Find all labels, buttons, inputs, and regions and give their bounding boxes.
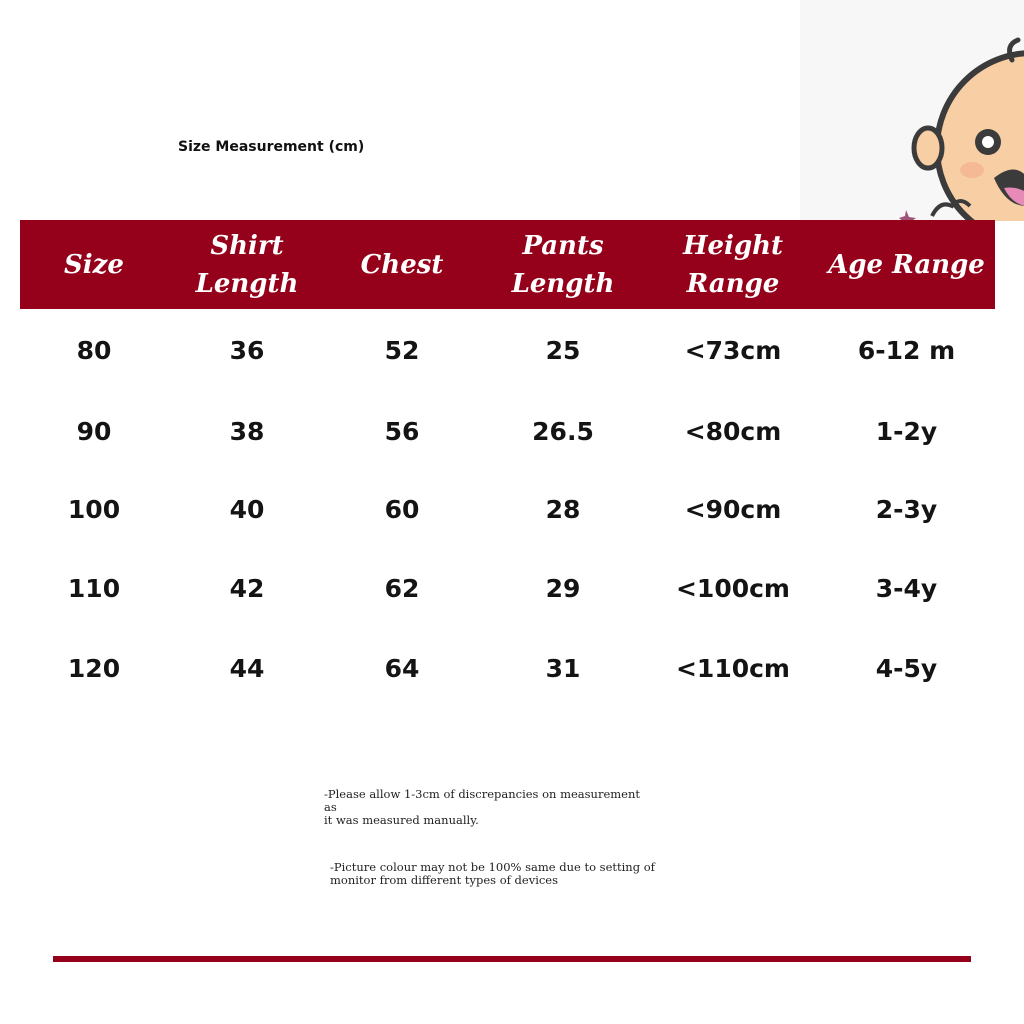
table-row	[20, 563, 995, 613]
cell-shirt-length: 36	[229, 335, 265, 365]
note-line: it was measured manually.	[324, 813, 479, 827]
cell-size: 120	[67, 653, 121, 683]
note-line: -Please allow 1-3cm of discrepancies on measurement as	[324, 787, 641, 814]
table-row	[20, 643, 995, 693]
header-chest: Chest	[360, 249, 444, 280]
page-title: Size Measurement (cm)	[178, 139, 365, 155]
cell-pants-length: 31	[545, 653, 581, 683]
cell-chest: 52	[384, 335, 420, 365]
header-size: Size	[64, 249, 124, 280]
cell-height-range: <90cm	[684, 494, 782, 524]
cell-shirt-length: 38	[229, 416, 265, 446]
header-shirt-length: Shirt Length	[195, 230, 299, 299]
table-header	[20, 220, 995, 309]
cell-size: 80	[76, 335, 112, 365]
header-age-range: Age Range	[828, 249, 985, 280]
baby-illustration	[800, 0, 1024, 221]
cell-size: 90	[76, 416, 112, 446]
cell-height-range: <100cm	[675, 573, 790, 603]
cell-pants-length: 28	[545, 494, 581, 524]
note-colour	[330, 861, 660, 887]
cell-age-range: 1-2y	[875, 416, 938, 446]
cell-age-range: 2-3y	[875, 494, 938, 524]
baby-face-icon	[800, 0, 1024, 221]
table-row	[20, 325, 995, 375]
cell-age-range: 3-4y	[875, 573, 938, 603]
cell-shirt-length: 40	[229, 494, 265, 524]
cell-size: 100	[67, 494, 121, 524]
cell-pants-length: 26.5	[532, 416, 594, 446]
cell-shirt-length: 44	[229, 653, 265, 683]
cell-size: 110	[67, 573, 121, 603]
cell-height-range: <80cm	[684, 416, 782, 446]
header-height-range: Height Range	[682, 230, 784, 299]
cell-chest: 56	[384, 416, 420, 446]
cell-age-range: 4-5y	[875, 653, 938, 683]
cell-pants-length: 25	[545, 335, 581, 365]
header-pants-length: Pants Length	[511, 230, 615, 299]
note-line: monitor from different types of devices	[330, 873, 559, 887]
table-row	[20, 406, 995, 456]
table-row	[20, 484, 995, 534]
cell-age-range: 6-12 m	[857, 335, 956, 365]
cell-shirt-length: 42	[229, 573, 265, 603]
cell-height-range: <110cm	[675, 653, 790, 683]
note-discrepancy	[324, 788, 654, 827]
cell-chest: 62	[384, 573, 420, 603]
bottom-divider	[53, 956, 971, 962]
cell-height-range: <73cm	[684, 335, 782, 365]
cell-chest: 64	[384, 653, 420, 683]
cell-pants-length: 29	[545, 573, 581, 603]
note-line: -Picture colour may not be 100% same due to setting of	[330, 860, 655, 874]
cell-chest: 60	[384, 494, 420, 524]
